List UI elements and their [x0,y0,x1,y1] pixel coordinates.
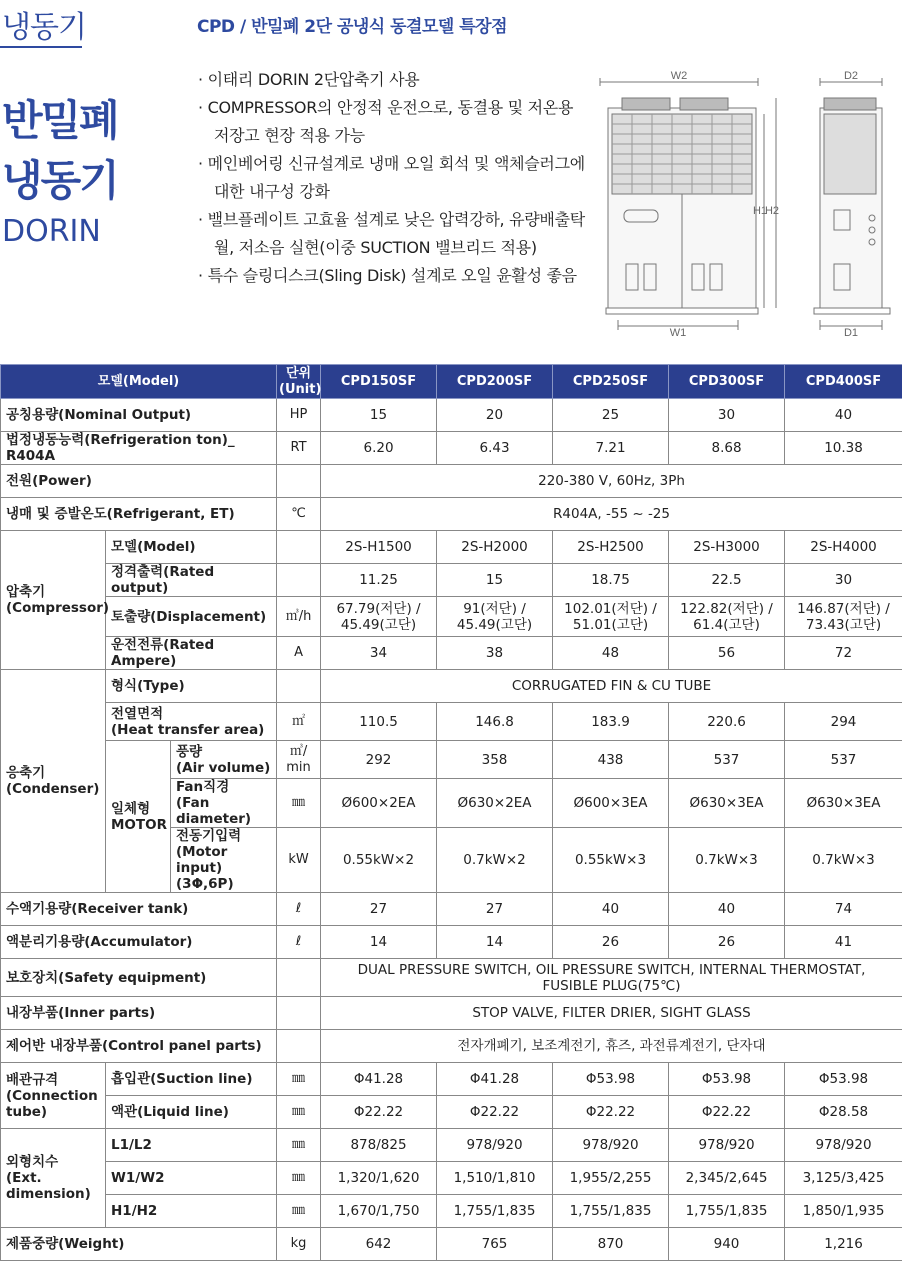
feature-list [198,66,588,290]
cell: 642 [321,1228,437,1261]
cell: 40 [553,893,669,926]
row-label: 공칭용량(Nominal Output) [1,399,277,432]
row-label: 흡입관(Suction line) [106,1063,277,1096]
cell: 30 [785,564,902,597]
cell: Ø630×3EA [785,779,902,828]
cell: 2S-H3000 [669,531,785,564]
cell: 537 [669,741,785,779]
feature-item: · COMPRESSOR의 안정적 운전으로, 동결용 및 저온용 저장고 현장 적용 가능 [198,94,588,150]
row-unit [277,959,321,997]
row-unit: HP [277,399,321,432]
table-row [1,531,902,564]
table-row [1,597,902,637]
cell: CORRUGATED FIN & CU TUBE [321,670,902,703]
row-unit [277,997,321,1030]
row-unit: kW [277,828,321,893]
header-model-name: CPD250SF [553,365,669,399]
cell: 978/920 [669,1129,785,1162]
cell: Φ53.98 [553,1063,669,1096]
row-unit: ℓ [277,926,321,959]
cell: Φ22.22 [669,1096,785,1129]
cell: 72 [785,637,902,670]
cell: 40 [669,893,785,926]
row-unit: ㎡ [277,703,321,741]
cell: Ø630×2EA [437,779,553,828]
table-row [1,926,902,959]
row-unit: ㎜ [277,779,321,828]
cell: Φ22.22 [553,1096,669,1129]
table-row [1,564,902,597]
row-label: 모델(Model) [106,531,277,564]
cell: 146.8 [437,703,553,741]
header-model-name: CPD300SF [669,365,785,399]
header-model-name: CPD400SF [785,365,902,399]
cell: 1,216 [785,1228,902,1261]
feature-item: · 메인베어링 신규설계로 냉매 오일 회석 및 액체슬러그에 대한 내구성 강화 [198,150,588,206]
row-label: 전원(Power) [1,465,277,498]
cell: 15 [321,399,437,432]
cell: 438 [553,741,669,779]
cell: 41 [785,926,902,959]
cell: 878/825 [321,1129,437,1162]
row-unit [277,564,321,597]
cell: 11.25 [321,564,437,597]
row-label: L1/L2 [106,1129,277,1162]
feature-item: · 밸브플레이트 고효율 설계로 낮은 압력강하, 유량배출탁월, 저소음 실현(이중 SUCTION 밸브리드 적용) [198,206,588,262]
table-row [1,465,902,498]
table-row [1,741,902,779]
cell: 978/920 [785,1129,902,1162]
cell: 1,850/1,935 [785,1195,902,1228]
row-unit: ℓ [277,893,321,926]
row-unit: ㎜ [277,1096,321,1129]
cell: Φ22.22 [321,1096,437,1129]
cell: 0.7kW×2 [437,828,553,893]
cell: 2,345/2,645 [669,1162,785,1195]
feature-item: · 이태리 DORIN 2단압축기 사용 [198,66,588,94]
cell: Φ53.98 [785,1063,902,1096]
row-unit: ㎜ [277,1129,321,1162]
cell: 14 [321,926,437,959]
row-label: W1/W2 [106,1162,277,1195]
table-row [1,670,902,703]
cell: 1,755/1,835 [669,1195,785,1228]
cell: 2S-H2000 [437,531,553,564]
row-label: 전동기입력 (Motor input) (3Φ,6P) [171,828,277,893]
cell: 26 [669,926,785,959]
group-label: 응축기 (Condenser) [1,670,106,893]
dim-label-d1: D1 [843,327,859,338]
cell: 2S-H2500 [553,531,669,564]
table-row [1,1162,902,1195]
row-unit: ㎜ [277,1195,321,1228]
row-unit: ㎥/h [277,597,321,637]
cell: 67.79(저단) / 45.49(고단) [321,597,437,637]
cell: 1,670/1,750 [321,1195,437,1228]
page-subtitle: CPD / 반밀폐 2단 공냉식 동결모델 특장점 [197,17,508,37]
table-row [1,399,902,432]
dim-label-d2: D2 [843,70,859,82]
cell: 6.43 [437,432,553,465]
cell: Ø600×3EA [553,779,669,828]
feature-item: · 특수 슬링디스크(Sling Disk) 설계로 오일 윤활성 좋음 [198,262,588,290]
row-unit: ℃ [277,498,321,531]
cell: 2S-H1500 [321,531,437,564]
cell: 870 [553,1228,669,1261]
cell: Φ22.22 [437,1096,553,1129]
row-label: 형식(Type) [106,670,277,703]
cell: 0.7kW×3 [669,828,785,893]
cell: 294 [785,703,902,741]
row-label: 제품중량(Weight) [1,1228,277,1261]
row-unit: ㎥/ min [277,741,321,779]
cell: 1,510/1,810 [437,1162,553,1195]
row-unit [277,531,321,564]
cell: 20 [437,399,553,432]
table-row [1,1096,902,1129]
brand-name: DORIN [2,214,101,249]
cell: 27 [437,893,553,926]
cell: 1,755/1,835 [437,1195,553,1228]
dim-label-h2: H2 [764,205,780,217]
cell: 전자개폐기, 보조계전기, 휴즈, 과전류계전기, 단자대 [321,1030,902,1063]
group-label: 배관규격 (Connection tube) [1,1063,106,1129]
row-unit [277,670,321,703]
row-label: 액분리기용량(Accumulator) [1,926,277,959]
dim-label-w2: W2 [670,70,688,82]
cell: 110.5 [321,703,437,741]
cell: 146.87(저단) / 73.43(고단) [785,597,902,637]
cell: 978/920 [553,1129,669,1162]
row-unit: RT [277,432,321,465]
spec-table [0,364,902,1261]
category-underline [0,46,82,48]
header-unit: 단위 (Unit) [277,365,321,399]
cell: Φ53.98 [669,1063,785,1096]
cell: 358 [437,741,553,779]
row-unit: ㎜ [277,1162,321,1195]
cell: 91(저단) / 45.49(고단) [437,597,553,637]
table-row [1,1195,902,1228]
table-header-row [1,365,902,399]
subgroup-label: 일체형 MOTOR [106,741,171,893]
cell: 102.01(저단) / 51.01(고단) [553,597,669,637]
group-label: 압축기 (Compressor) [1,531,106,670]
cell: 8.68 [669,432,785,465]
cell: 25 [553,399,669,432]
cell: 34 [321,637,437,670]
cell: 22.5 [669,564,785,597]
row-unit [277,1030,321,1063]
table-row [1,1063,902,1096]
row-unit: ㎜ [277,1063,321,1096]
category-title: 냉동기 [2,10,86,45]
cell: 1,755/1,835 [553,1195,669,1228]
header-model: 모델(Model) [1,365,277,399]
header-model-name: CPD150SF [321,365,437,399]
row-unit: A [277,637,321,670]
cell: 48 [553,637,669,670]
table-row [1,703,902,741]
dim-label-h1: H1 [752,205,768,217]
cell: 15 [437,564,553,597]
row-label: 운전전류(Rated Ampere) [106,637,277,670]
cell: 30 [669,399,785,432]
row-label: 정격출력(Rated output) [106,564,277,597]
table-row [1,959,902,997]
cell: 765 [437,1228,553,1261]
cell: 0.55kW×3 [553,828,669,893]
row-label: 토출량(Displacement) [106,597,277,637]
cell: 1,955/2,255 [553,1162,669,1195]
cell: 40 [785,399,902,432]
table-row [1,498,902,531]
cell: Φ41.28 [321,1063,437,1096]
table-row [1,997,902,1030]
cell: 292 [321,741,437,779]
cell: 537 [785,741,902,779]
row-label: 수액기용량(Receiver tank) [1,893,277,926]
table-row [1,1030,902,1063]
cell: 38 [437,637,553,670]
row-label: H1/H2 [106,1195,277,1228]
row-label: 보호장치(Safety equipment) [1,959,277,997]
cell: 56 [669,637,785,670]
cell: 220-380 V, 60Hz, 3Ph [321,465,902,498]
row-label: 냉매 및 증발온도(Refrigerant, ET) [1,498,277,531]
table-row [1,637,902,670]
cell: 18.75 [553,564,669,597]
cell: 14 [437,926,553,959]
cell: 27 [321,893,437,926]
row-label: 풍량 (Air volume) [171,741,277,779]
row-unit: kg [277,1228,321,1261]
row-label: 전열면적 (Heat transfer area) [106,703,277,741]
cell: 940 [669,1228,785,1261]
row-unit [277,465,321,498]
header-model-name: CPD200SF [437,365,553,399]
row-label: Fan직경 (Fan diameter) [171,779,277,828]
cell: STOP VALVE, FILTER DRIER, SIGHT GLASS [321,997,902,1030]
dim-label-w1: W1 [669,327,687,338]
cell: 74 [785,893,902,926]
product-title-line2: 냉동기 [2,156,118,205]
unit-dimension-drawing [588,68,900,338]
table-row [1,432,902,465]
row-label: 법정냉동능력(Refrigeration ton)_ R404A [1,432,277,465]
group-label: 외형치수 (Ext. dimension) [1,1129,106,1228]
cell: Ø630×3EA [669,779,785,828]
cell: 6.20 [321,432,437,465]
table-row [1,893,902,926]
row-label: 액관(Liquid line) [106,1096,277,1129]
cell: 978/920 [437,1129,553,1162]
row-label: 내장부품(Inner parts) [1,997,277,1030]
cell: Φ41.28 [437,1063,553,1096]
cell: 26 [553,926,669,959]
cell: Ø600×2EA [321,779,437,828]
cell: R404A, -55 ~ -25 [321,498,902,531]
cell: 7.21 [553,432,669,465]
product-title-line1: 반밀폐 [2,96,118,145]
row-label: 제어반 내장부품(Control panel parts) [1,1030,277,1063]
cell: 220.6 [669,703,785,741]
cell: 0.55kW×2 [321,828,437,893]
cell: 10.38 [785,432,902,465]
cell: 1,320/1,620 [321,1162,437,1195]
cell: 2S-H4000 [785,531,902,564]
table-row [1,1129,902,1162]
cell: Φ28.58 [785,1096,902,1129]
cell: 183.9 [553,703,669,741]
cell: 122.82(저단) / 61.4(고단) [669,597,785,637]
cell: 0.7kW×3 [785,828,902,893]
cell: DUAL PRESSURE SWITCH, OIL PRESSURE SWITCH, INTERNAL THERMOSTAT, FUSIBLE PLUG(75℃) [321,959,902,997]
cell: 3,125/3,425 [785,1162,902,1195]
table-row [1,1228,902,1261]
